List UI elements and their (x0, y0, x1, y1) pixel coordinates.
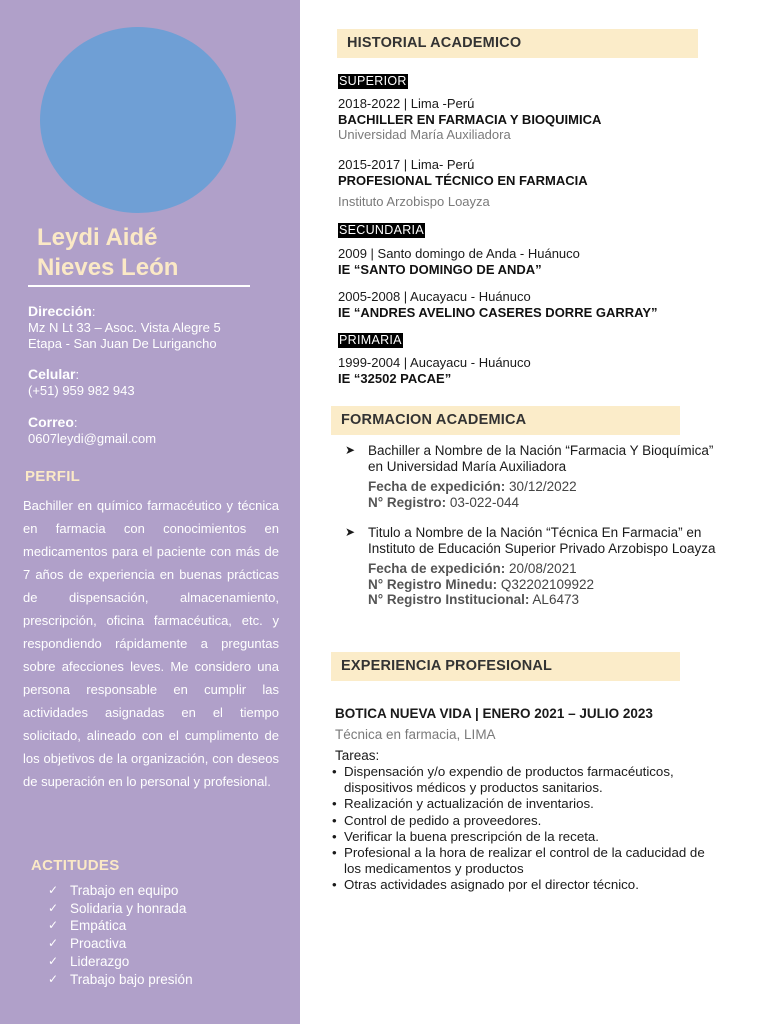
actitud-item: ✓ Trabajo en equipo (48, 883, 179, 898)
fecha-label: Fecha de expedición: (368, 479, 506, 494)
phone-label: Celular (28, 366, 76, 382)
education-entry (338, 96, 738, 143)
address-line-2: Etapa - San Juan De Lurigancho (28, 336, 217, 351)
formacion-item (345, 525, 730, 608)
name-divider (28, 285, 250, 287)
entry-years: 2015-2017 | Lima- Perú (338, 157, 475, 172)
registro-value: Q32202109922 (497, 576, 594, 592)
formacion-title: Titulo a Nombre de la Nación “Técnica En Farmacia” en Instituto de Educación Superior Privado Arzobispo Loayza (368, 525, 716, 556)
bullet-icon: • (332, 796, 337, 812)
job-role: Técnica en farmacia, LIMA (335, 727, 496, 742)
entry-years: 1999-2004 | Aucayacu - Huánuco (338, 355, 531, 370)
education-entry (338, 246, 738, 277)
entry-institution: Universidad María Auxiliadora (338, 127, 511, 142)
bullet-icon: • (332, 828, 337, 844)
entry-school: IE “SANTO DOMINGO DE ANDA” (338, 261, 542, 277)
arrow-bullet-icon: ➤ (345, 525, 356, 539)
experiencia-heading: EXPERIENCIA PROFESIONAL (331, 652, 680, 681)
email-label: Correo (28, 414, 74, 430)
sidebar (0, 0, 300, 1024)
actitud-item: ✓ Solidaria y honrada (48, 900, 187, 916)
email-address: 0607leydi@gmail.com (28, 431, 157, 446)
actitudes-list (48, 882, 193, 988)
registro-institucional-value: AL6473 (529, 592, 579, 607)
check-icon: ✓ (48, 900, 59, 915)
historial-heading: HISTORIAL ACADEMICO (337, 29, 698, 58)
entry-degree: BACHILLER EN FARMACIA Y BIOQUIMICA (338, 111, 602, 127)
superior-tag: SUPERIOR (339, 74, 407, 88)
tasks-list (332, 764, 724, 894)
entry-degree: PROFESIONAL TÉCNICO EN FARMACIA (338, 172, 588, 188)
tasks-label: Tareas: (335, 748, 380, 763)
task-item: • Dispensación y/o expendio de productos farmacéuticos, dispositivos médicos y productos sanitarios. (332, 764, 674, 796)
fecha-value: 30/12/2022 (505, 479, 577, 494)
job-title: BOTICA NUEVA VIDA | ENERO 2021 – JULIO 2023 (335, 706, 653, 721)
actitud-item: ✓ Proactiva (48, 936, 127, 952)
bullet-icon: • (332, 764, 337, 779)
phone-number: (+51) 959 982 943 (28, 383, 135, 398)
check-icon: ✓ (48, 883, 59, 897)
formacion-item (345, 443, 730, 510)
registro-institucional-label: N° Registro Institucional: (368, 592, 530, 607)
task-item: • Verificar la buena prescripción de la receta. (332, 828, 599, 844)
perfil-heading: PERFIL (25, 468, 81, 485)
education-entry (338, 355, 738, 386)
fecha-value: 20/08/2021 (505, 561, 577, 576)
bullet-icon: • (332, 877, 337, 893)
entry-institution: Instituto Arzobispo Loayza (338, 194, 490, 209)
task-item: • Realización y actualización de inventarios. (332, 796, 594, 812)
task-item: • Profesional a la hora de realizar el control de la caducidad de los medicamentos y productos (332, 845, 705, 877)
name-line-2: Nieves León (37, 254, 179, 281)
perfil-text: Bachiller en químico farmacéutico y técnica en farmacia con conocimientos en medicamentos para el paciente con más de 7 años de experiencia en buenas prácticas de dispensación, almacenamiento, prescripción, oficina farmacéutica, etc. y respondiendo rápidamente a preguntas sobre afecciones leves. Me considero una persona responsable en cumplir las actividades asignadas en el tiempo solicitado, alineado con el cumplimento de los objetivos de la organización, con deseos de superación en lo personal y profesional. (23, 498, 279, 789)
bullet-icon: • (332, 812, 337, 828)
actitud-item: ✓ Liderazgo (48, 953, 130, 969)
formacion-title: Bachiller a Nombre de la Nación “Farmacia Y Bioquímica” en Universidad María Auxiliadora (368, 443, 714, 474)
check-icon: ✓ (48, 918, 59, 933)
arrow-bullet-icon: ➤ (345, 443, 356, 457)
email-block: Correo: 0607leydi@gmail.com (28, 414, 157, 446)
check-icon: ✓ (48, 953, 59, 968)
address-block: Dirección: Mz N Lt 33 – Asoc. Vista Alegre 5 Etapa - San Juan De Lurigancho (28, 303, 221, 351)
primaria-tag: PRIMARIA (339, 333, 402, 347)
task-item: • Otras actividades asignado por el director técnico. (332, 877, 639, 893)
education-entry (338, 157, 738, 210)
formacion-heading: FORMACION ACADEMICA (331, 406, 680, 435)
education-entry (338, 289, 738, 320)
check-icon: ✓ (48, 936, 59, 951)
entry-years: 2005-2008 | Aucayacu - Huánuco (338, 289, 531, 304)
registro-label: N° Registro Minedu: (368, 576, 498, 592)
actitudes-heading: ACTITUDES (31, 857, 120, 874)
task-item: • Control de pedido a proveedores. (332, 812, 542, 828)
registro-value: 03-022-044 (446, 494, 519, 510)
registro-label: N° Registro: (368, 494, 447, 510)
profile-photo (40, 27, 236, 213)
address-label: Dirección (28, 303, 92, 319)
check-icon: ✓ (48, 971, 59, 986)
actitud-item: ✓ Trabajo bajo presión (48, 971, 193, 987)
entry-school: IE “ANDRES AVELINO CASERES DORRE GARRAY” (338, 304, 658, 320)
address-line-1: Mz N Lt 33 – Asoc. Vista Alegre 5 (28, 320, 221, 335)
name-line-1: Leydi Aidé (37, 224, 158, 251)
secundaria-tag: SECUNDARIA (339, 223, 424, 237)
bullet-icon: • (332, 845, 337, 861)
actitud-item: ✓ Empática (48, 918, 127, 934)
fecha-label: Fecha de expedición: (368, 561, 506, 576)
phone-block: Celular: (+51) 959 982 943 (28, 366, 135, 398)
entry-years: 2018-2022 | Lima -Perú (338, 96, 475, 111)
entry-years: 2009 | Santo domingo de Anda - Huánuco (338, 246, 580, 261)
candidate-name (37, 223, 267, 283)
entry-school: IE “32502 PACAE” (338, 370, 452, 386)
